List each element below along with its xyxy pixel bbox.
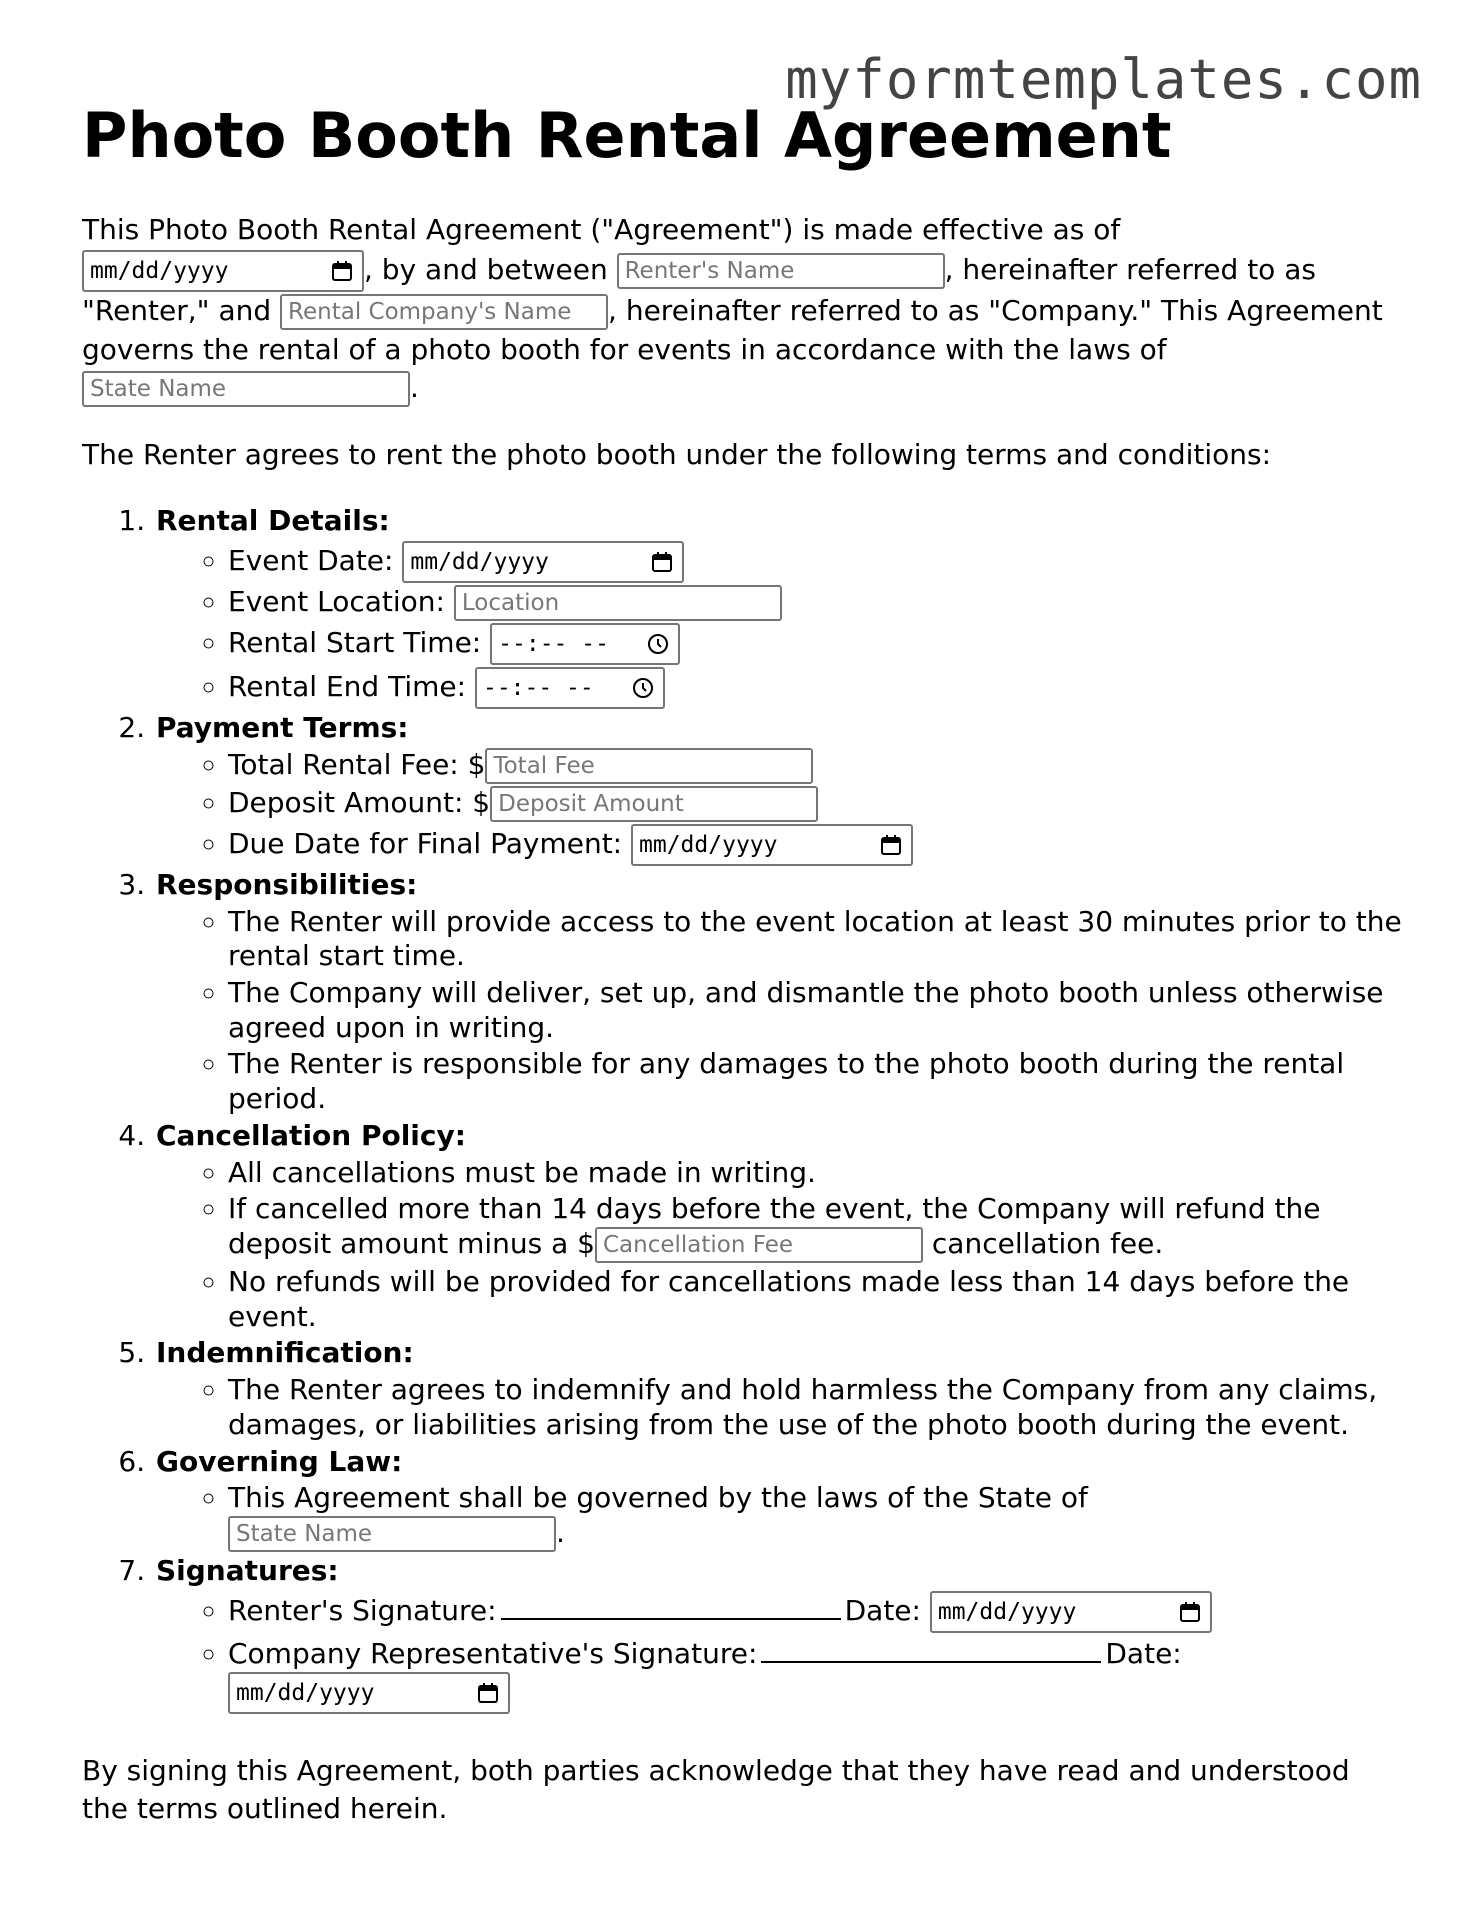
intro-text-4: , hereinafter referred to as "Company." This Agreement governs the rental of a photo booth for events in accordance with the laws of: [82, 293, 1383, 366]
calendar-icon: [650, 550, 674, 574]
section-payment-terms: [154, 711, 1402, 866]
section-title: Indemnification:: [156, 1336, 414, 1370]
rental-items: [156, 541, 1402, 709]
section-responsibilities: [154, 868, 1402, 1117]
governing-items: [156, 1481, 1402, 1552]
event-date-input[interactable]: [402, 541, 684, 583]
cancellation-text-end: cancellation fee.: [931, 1227, 1164, 1261]
company-name-input[interactable]: Rental Company's Name: [280, 294, 608, 330]
cancellation-fee-input[interactable]: Cancellation Fee: [595, 1227, 923, 1263]
date-placeholder: mm/dd/yyyy: [236, 1679, 375, 1706]
watermark: myformtemplates.com: [785, 48, 1422, 111]
date-placeholder: mm/dd/yyyy: [410, 549, 549, 576]
section-signatures: [154, 1554, 1402, 1713]
section-title: Governing Law:: [156, 1444, 403, 1478]
total-fee-label: Total Rental Fee: $: [228, 747, 486, 781]
list-item: ◦ The Company will deliver, set up, and dismantle the photo booth unless otherwise agreed upon in writing.: [228, 976, 1402, 1045]
event-location-input[interactable]: Location: [454, 585, 782, 621]
time-placeholder: --:-- --: [482, 675, 594, 702]
list-item: [228, 585, 1402, 621]
state-name-input[interactable]: State Name: [82, 371, 410, 407]
governing-text: This Agreement shall be governed by the laws of the State of: [228, 1481, 1088, 1515]
due-date-label: Due Date for Final Payment:: [228, 826, 623, 860]
list-item: [228, 1635, 1402, 1714]
list-item: [228, 623, 1402, 665]
renter-signature-date-input[interactable]: [930, 1591, 1212, 1633]
list-item: ◦ No refunds will be provided for cancellations made less than 14 days before the event.: [228, 1265, 1402, 1334]
indemnification-items: [156, 1373, 1402, 1442]
agreement-document: [82, 100, 1402, 1829]
signature-items: [156, 1591, 1402, 1714]
list-item: [228, 786, 1402, 822]
intro-text-2: , by and between: [364, 252, 608, 286]
list-item: ◦ The Renter will provide access to the event location at least 30 minutes prior to the rental start time.: [228, 905, 1402, 974]
company-signature-date-input[interactable]: [228, 1672, 510, 1714]
date-placeholder: mm/dd/yyyy: [90, 257, 229, 284]
company-signature-label: Company Representative's Signature:: [228, 1636, 758, 1670]
list-item: [228, 1192, 1402, 1263]
section-cancellation-policy: [154, 1119, 1402, 1335]
event-date-label: Event Date:: [228, 544, 394, 578]
page-title: Photo Booth Rental Agreement: [82, 99, 1172, 172]
cancellation-items: [156, 1156, 1402, 1335]
list-item: ◦ The Renter agrees to indemnify and hold harmless the Company from any claims, damages, or liabilities arising from the use of the photo booth during the event.: [228, 1373, 1402, 1442]
date-placeholder: mm/dd/yyyy: [937, 1598, 1077, 1625]
cancellation-text: If cancelled more than 14 days before the event, the Company will refund the deposit amount minus a $: [228, 1192, 1321, 1261]
list-item: ◦ The Renter is responsible for any damages to the photo booth during the rental period.: [228, 1047, 1402, 1116]
section-title: Rental Details:: [156, 504, 390, 538]
list-item: [228, 541, 1402, 583]
event-location-label: Event Location:: [228, 585, 445, 619]
calendar-icon: [1178, 1600, 1202, 1624]
start-time-input[interactable]: [490, 623, 680, 665]
list-item: [228, 748, 1402, 784]
effective-date-input[interactable]: [82, 250, 364, 292]
section-title: Payment Terms:: [156, 711, 409, 745]
due-date-input[interactable]: [631, 824, 913, 866]
list-item: [228, 667, 1402, 709]
section-title: Responsibilities:: [156, 867, 418, 901]
list-item: [228, 824, 1402, 866]
responsibility-items: [156, 905, 1402, 1117]
end-time-input[interactable]: [475, 667, 665, 709]
intro-text-5: .: [410, 371, 419, 405]
time-placeholder: --:-- --: [498, 631, 609, 658]
deposit-input[interactable]: Deposit Amount: [490, 786, 818, 822]
date-placeholder: mm/dd/yyyy: [639, 831, 778, 858]
renter-signature-label: Renter's Signature:: [228, 1593, 497, 1627]
end-time-label: Rental End Time:: [228, 670, 467, 704]
payment-items: [156, 748, 1402, 866]
renter-date-label: Date:: [844, 1593, 921, 1627]
list-item: ◦ All cancellations must be made in writing.: [228, 1156, 1402, 1191]
section-governing-law: [154, 1445, 1402, 1552]
list-item: [228, 1481, 1402, 1552]
section-indemnification: [154, 1336, 1402, 1442]
calendar-icon: [330, 259, 354, 283]
total-fee-input[interactable]: Total Fee: [485, 748, 813, 784]
company-signature-line[interactable]: [761, 1635, 1101, 1663]
terms-lead: The Renter agrees to rent the photo booth under the following terms and conditions:: [82, 437, 1272, 471]
intro-text-3: , hereinafter referred to as "Renter," and: [82, 252, 1316, 327]
closing-paragraph: By signing this Agreement, both parties acknowledge that they have read and understood the terms outlined herein.: [82, 1753, 1350, 1826]
deposit-label: Deposit Amount: $: [228, 785, 491, 819]
renter-name-input[interactable]: Renter's Name: [617, 253, 945, 289]
company-date-label: Date:: [1105, 1636, 1182, 1670]
calendar-icon: [476, 1681, 500, 1705]
intro-paragraph: [82, 211, 1402, 408]
governing-text-end: .: [556, 1516, 565, 1550]
governing-state-input[interactable]: State Name: [228, 1516, 556, 1552]
section-rental-details: [154, 504, 1402, 709]
start-time-label: Rental Start Time:: [228, 626, 482, 660]
section-title: Signatures:: [156, 1554, 339, 1588]
calendar-icon: [879, 833, 903, 857]
terms-list: [82, 504, 1402, 1713]
clock-icon: [631, 676, 655, 700]
intro-text-1: This Photo Booth Rental Agreement ("Agreement") is made effective as of: [82, 213, 1121, 247]
clock-icon: [646, 632, 670, 656]
renter-signature-line[interactable]: [501, 1592, 841, 1620]
list-item: [228, 1591, 1402, 1633]
section-title: Cancellation Policy:: [156, 1118, 466, 1152]
